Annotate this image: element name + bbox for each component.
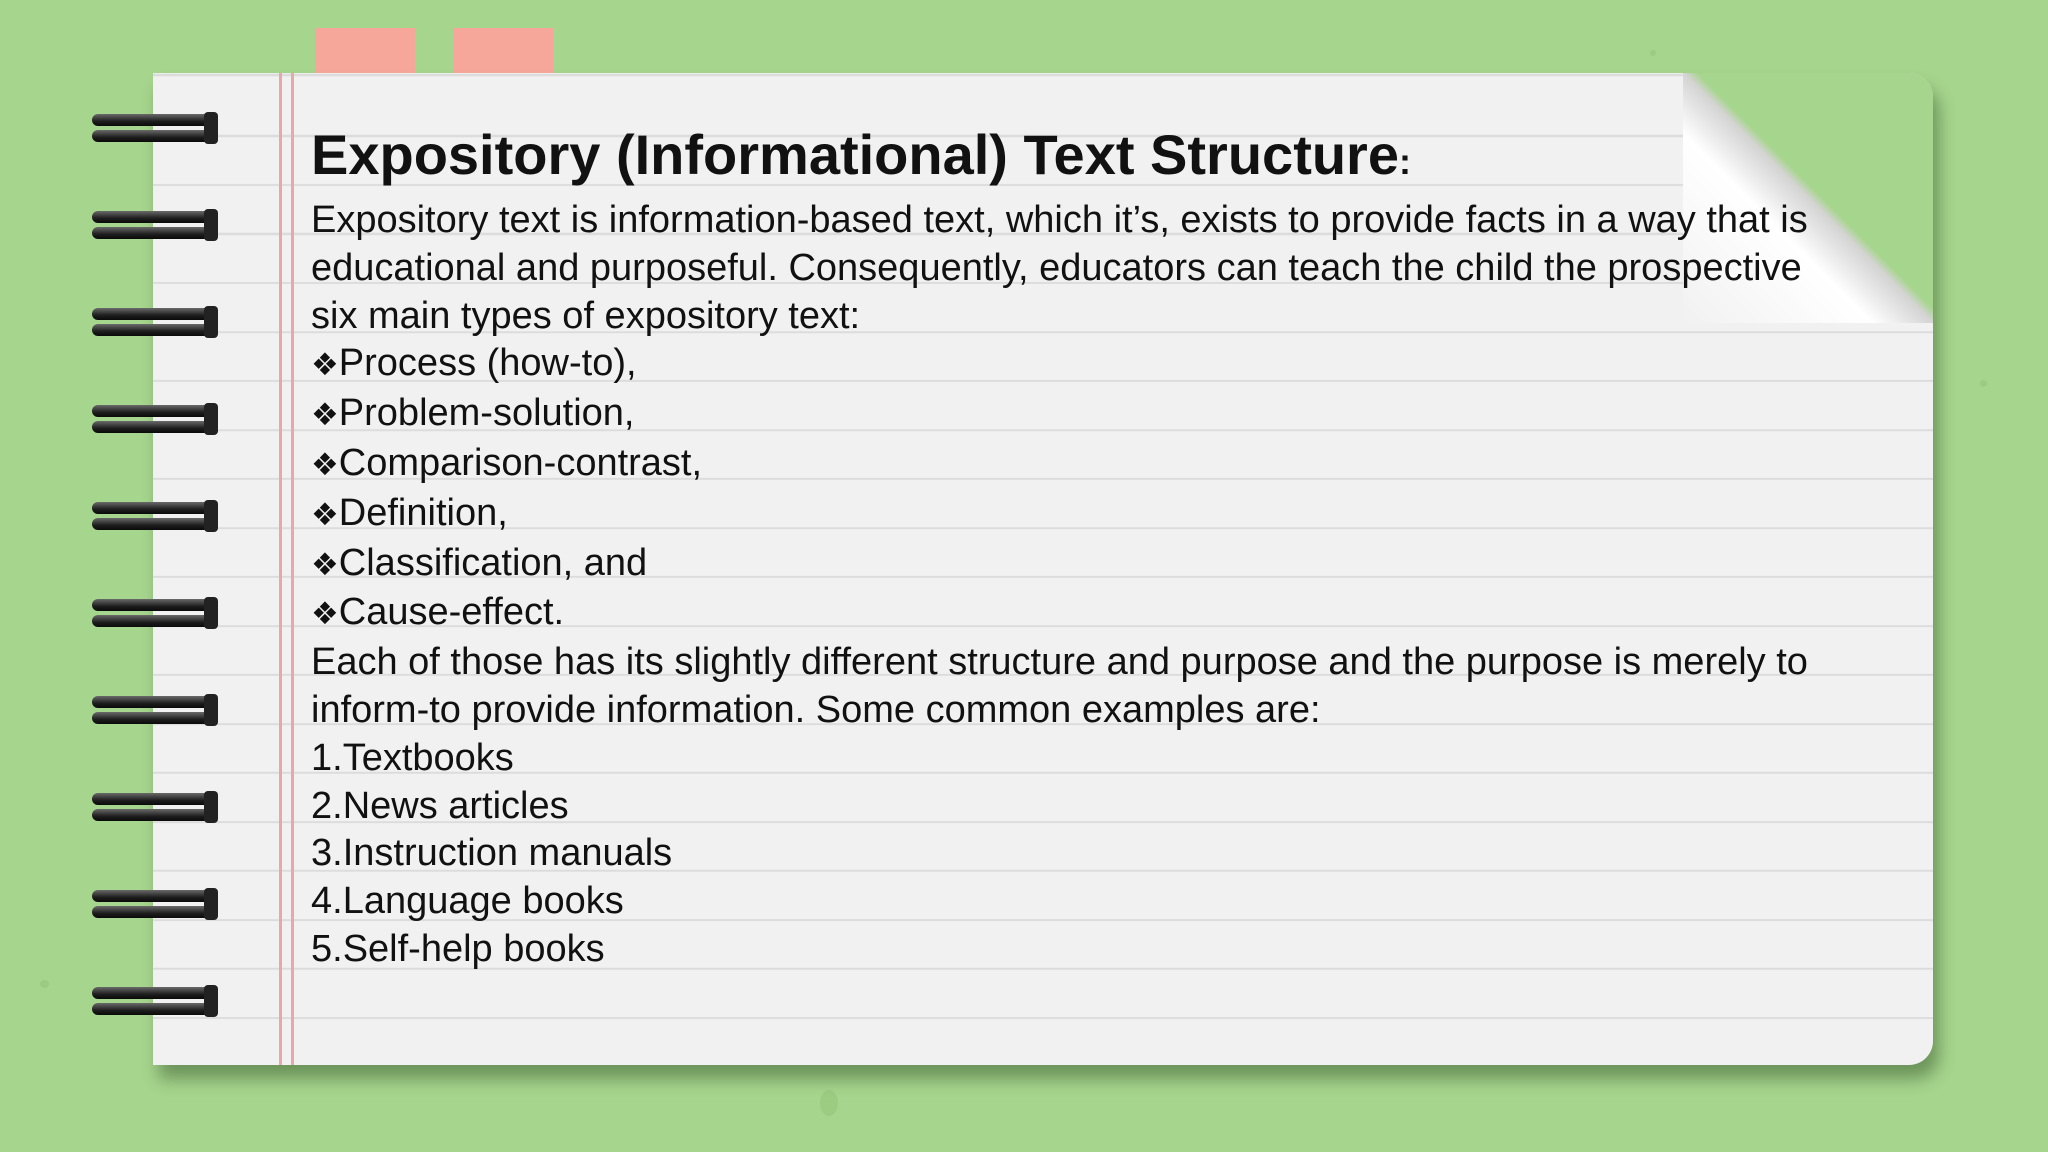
spiral-ring	[92, 692, 222, 728]
type-label: Process (how-to),	[338, 342, 637, 385]
spiral-ring	[92, 207, 222, 243]
spiral-ring	[92, 789, 222, 825]
example-list-item: 1.Textbooks	[311, 736, 514, 779]
background-speck	[820, 1090, 838, 1116]
spiral-ring	[92, 498, 222, 534]
type-label: Problem-solution,	[338, 392, 635, 435]
type-list-item	[311, 440, 1901, 490]
margin-line	[279, 73, 282, 1065]
spiral-ring	[92, 304, 222, 340]
type-list-item	[311, 340, 1901, 390]
slide-content	[311, 120, 1901, 974]
example-list-item: 2.News articles	[311, 784, 569, 827]
spiral-ring	[92, 110, 222, 146]
example-list-item: 5.Self-help books	[311, 927, 605, 970]
type-list-item	[311, 490, 1901, 540]
purpose-line: Each of those has its slightly different structure and purpose and the purpose is merely to	[311, 641, 1808, 684]
type-label: Cause-effect.	[338, 591, 565, 634]
type-label: Classification, and	[338, 541, 648, 584]
spiral-ring	[92, 983, 222, 1019]
spiral-ring	[92, 595, 222, 631]
background-speck	[1650, 50, 1656, 56]
purpose-line: inform-to provide information. Some common examples are:	[311, 688, 1321, 731]
margin-line	[291, 73, 294, 1065]
diamond-bullet-icon: ❖	[311, 446, 339, 483]
background-speck	[1980, 380, 1987, 387]
diamond-bullet-icon: ❖	[311, 546, 339, 583]
diamond-bullet-icon: ❖	[311, 397, 339, 434]
spiral-ring	[92, 401, 222, 437]
slide-title-colon: :	[1398, 141, 1411, 182]
diamond-bullet-icon: ❖	[311, 596, 339, 633]
type-list-item	[311, 540, 1901, 590]
intro-line: educational and purposeful. Consequently, educators can teach the child the prospective	[311, 246, 1802, 289]
diamond-bullet-icon: ❖	[311, 496, 339, 533]
type-list-item	[311, 589, 1901, 639]
diamond-bullet-icon: ❖	[311, 347, 339, 384]
type-label: Definition,	[338, 491, 508, 534]
slide-title	[311, 120, 1901, 197]
type-list-item	[311, 390, 1901, 440]
type-label: Comparison-contrast,	[338, 441, 703, 484]
intro-line: six main types of expository text:	[311, 294, 861, 337]
slide-title-text: Expository (Informational) Text Structure	[311, 123, 1399, 186]
example-list-item: 4.Language books	[311, 880, 624, 923]
background-speck	[40, 980, 49, 988]
intro-line: Expository text is information-based text, which it’s, exists to provide facts in a way that is	[311, 199, 1808, 241]
example-list-item: 3.Instruction manuals	[311, 832, 673, 875]
spiral-ring	[92, 886, 222, 922]
